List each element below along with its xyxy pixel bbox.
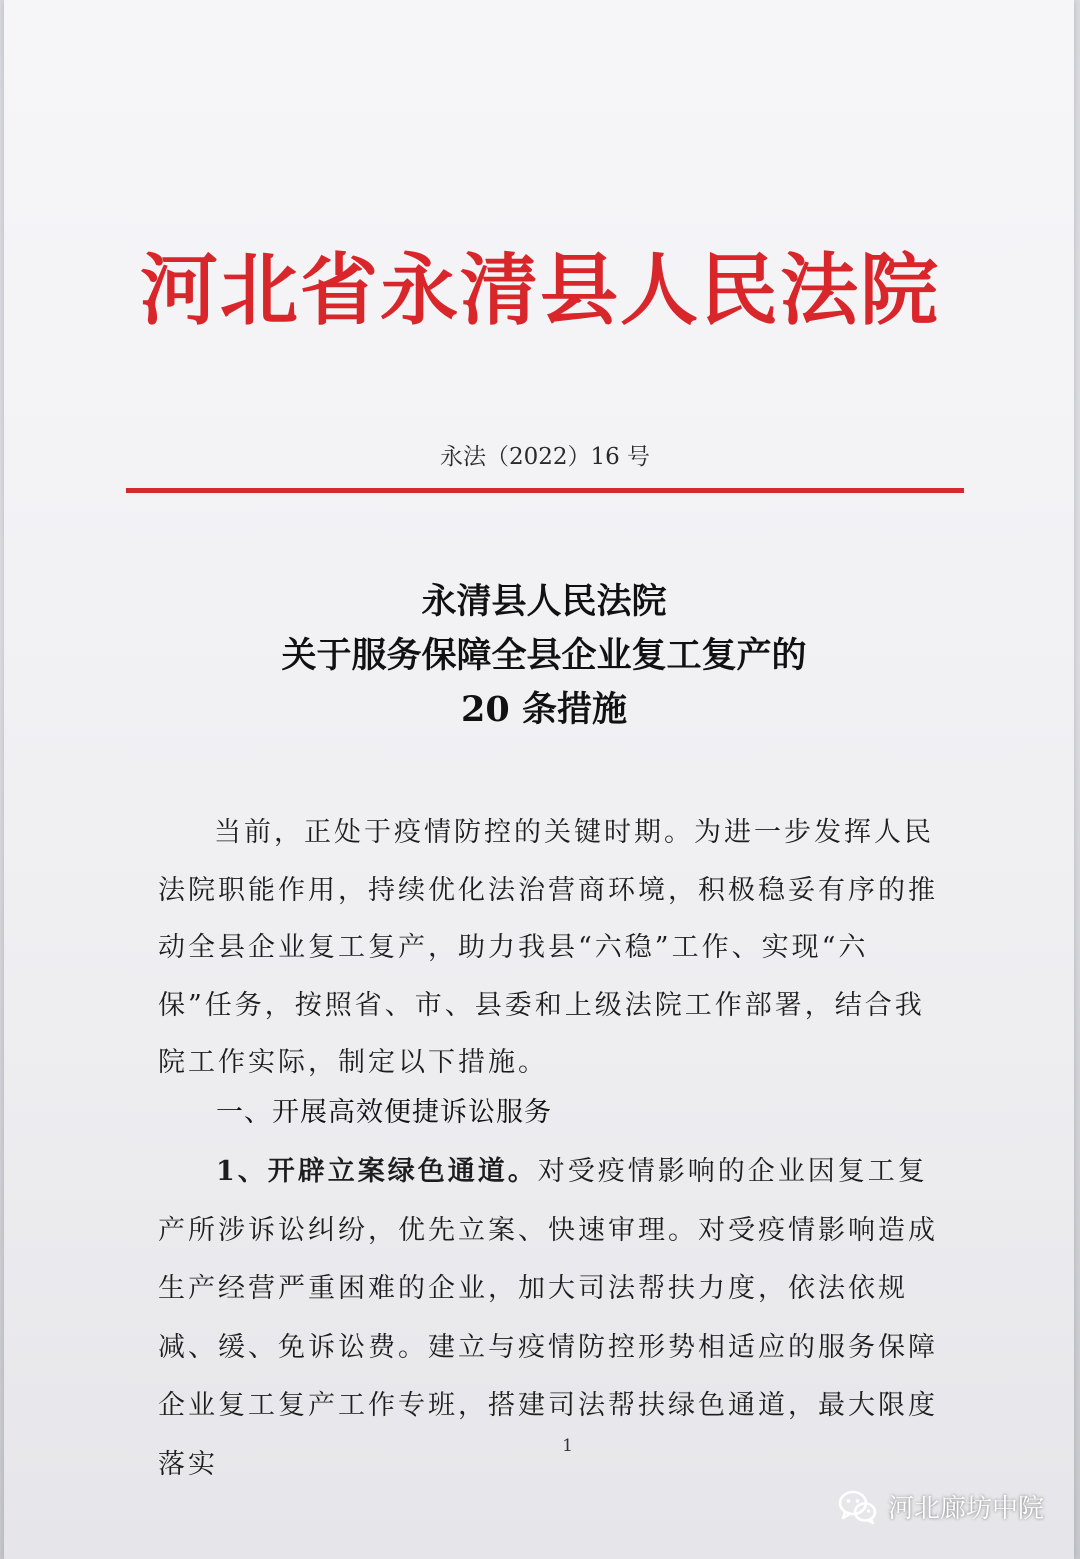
page-number: 1 [562, 1436, 573, 1456]
title-line-2: 关于服务保障全县企业复工复产的 [281, 635, 807, 676]
letterhead-title: 河北省永清县人民法院 [139, 245, 940, 336]
title-line-3: 20 条措施 [461, 689, 627, 730]
intro-paragraph: 当前，正处于疫情防控的关键时期。为进一步发挥人民法院职能作用，持续优化法治营商环境，积极稳妥有序的推动全县企业复工复产，助力我县“六稳”工作、实现“六保”任务，按照省、市、县委和上级法院工作部署，结合我院工作实际，制定以下措施。 [158, 817, 938, 1078]
wechat-watermark [838, 1488, 1044, 1525]
red-divider-line [126, 488, 964, 493]
section-heading: 一、开展高效便捷诉讼服务 [216, 1097, 552, 1128]
title-line-1: 永清县人民法院 [421, 581, 667, 622]
wechat-icon [838, 1489, 878, 1525]
measure-item-1-body: 对受疫情影响的企业因复工复产所涉诉讼纠纷，优先立案、快速审理。对受疫情影响造成生产经营严重困难的企业，加大司法帮扶力度，依法依规减、缓、免诉讼费。建立与疫情防控形势相适应的服务保障企业复工复产工作专班，搭建司法帮扶绿色通道，最大限度落实 [158, 1156, 938, 1480]
watermark-account-name: 河北廊坊中院 [887, 1494, 1044, 1524]
document-title [0, 575, 1080, 737]
measure-item-1-lead: 1、开辟立案绿色通道。 [216, 1156, 538, 1187]
document-number: 永法（2022）16 号 [439, 444, 651, 470]
